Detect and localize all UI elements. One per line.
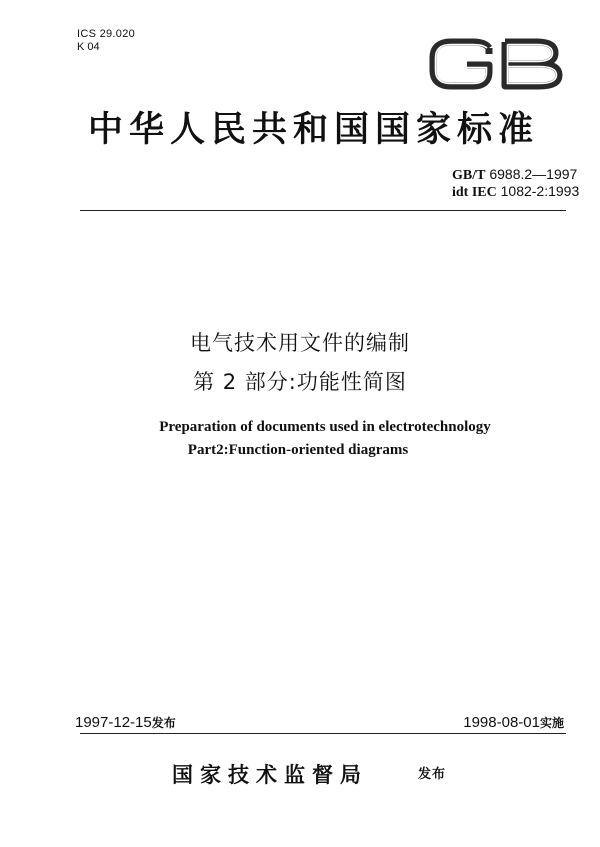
implementation-label: 实施	[539, 716, 564, 730]
classification-code: K 04	[77, 41, 100, 53]
issue-date-value: 1997-12-15	[75, 714, 152, 731]
publisher: 国家技术监督局	[172, 762, 368, 787]
idt-reference	[452, 183, 579, 201]
gb-logo	[427, 36, 565, 92]
implementation-date	[463, 714, 564, 732]
ics-code: ICS 29.020	[77, 28, 136, 40]
issue-label: 发布	[151, 716, 176, 730]
implementation-date-value: 1998-08-01	[463, 714, 540, 731]
title-en-line1: Preparation of documents used in electrotechnology	[159, 419, 491, 435]
top-divider	[80, 210, 566, 211]
standard-number-prefix: GB/T	[452, 168, 486, 183]
bottom-divider	[80, 733, 566, 734]
title-en-line2: Part2:Function-oriented diagrams	[187, 442, 409, 458]
standard-number	[452, 166, 577, 184]
title-cn-line2: 第 2 部分:功能性简图	[193, 370, 407, 394]
standard-number-value: 6988.2—1997	[489, 166, 578, 182]
national-standard-title: 中华人民共和国国家标准	[88, 109, 540, 150]
publisher-suffix: 发布	[418, 767, 447, 782]
idt-prefix: idt IEC	[452, 185, 497, 200]
issue-date	[75, 714, 176, 732]
idt-number: 1082-2:1993	[500, 183, 580, 199]
title-cn-line1: 电气技术用文件的编制	[190, 331, 410, 355]
